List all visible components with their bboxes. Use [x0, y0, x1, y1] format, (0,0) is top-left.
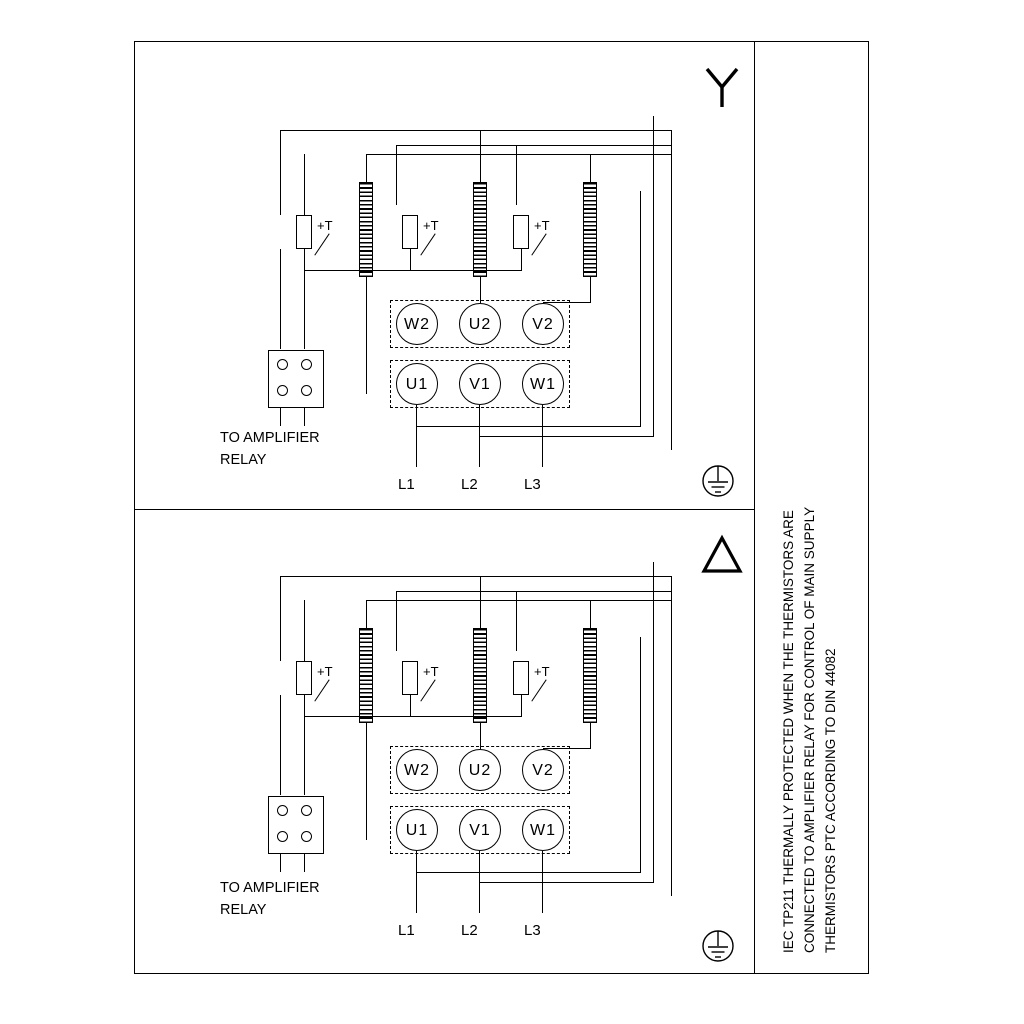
note-line-3: THERMISTORS PTC ACCORDING TO DIN 44082 [823, 648, 838, 953]
wire-drop-therm-3 [516, 591, 517, 651]
thermistor-3 [513, 661, 529, 695]
terminal-W2[interactable]: W2 [396, 749, 438, 791]
phase-label-L2: L2 [461, 922, 478, 939]
phase-label-L3: L3 [524, 476, 541, 493]
panel-delta-connection [134, 509, 755, 974]
wire-bus-top-3 [396, 591, 671, 592]
wire-drop-therm-2 [396, 145, 397, 205]
phase-label-L1: L1 [398, 476, 415, 493]
connector-pin-2 [301, 805, 312, 816]
wire-return-1 [416, 426, 641, 427]
wire-drop-therm-3 [516, 145, 517, 205]
coil-winding-2 [473, 628, 487, 723]
wire-therm-3-out [521, 249, 522, 271]
wire-coil2-to-U2 [480, 277, 481, 303]
terminal-V2[interactable]: V2 [522, 303, 564, 345]
wire-therm-2-out [410, 695, 411, 717]
terminal-V1[interactable]: V1 [459, 363, 501, 405]
thermistor-3-label: +T [534, 664, 550, 679]
wire-right-rail-3 [653, 562, 654, 883]
connector-lead-1 [280, 408, 281, 426]
connector-pin-2 [301, 359, 312, 370]
wire-therm-series [304, 716, 522, 717]
wire-right-rail-2 [640, 191, 641, 427]
wire-drop-left-1 [280, 576, 281, 661]
wire-drop-left-1 [280, 130, 281, 215]
amplifier-caption-line-2: RELAY [220, 452, 267, 468]
wire-coil2-to-U2 [480, 723, 481, 749]
wire-therm-1-out [304, 249, 305, 349]
coil-winding-3 [583, 182, 597, 277]
amplifier-connector-block [268, 796, 324, 854]
terminal-U2[interactable]: U2 [459, 749, 501, 791]
terminal-V2[interactable]: V2 [522, 749, 564, 791]
thermistor-2-label: +T [423, 664, 439, 679]
wire-drop-left-2 [304, 600, 305, 661]
connector-lead-1 [280, 854, 281, 872]
earth-ground-icon [696, 461, 740, 501]
phase-label-L1: L1 [398, 922, 415, 939]
coil-winding-2 [473, 182, 487, 277]
wire-return-2 [479, 882, 654, 883]
wire-therm-2-out [410, 249, 411, 271]
connector-pin-4 [301, 385, 312, 396]
wire-therm-1-in [280, 249, 281, 349]
wire-bus-top-2 [366, 600, 671, 601]
connector-pin-3 [277, 385, 288, 396]
note-line-2: CONNECTED TO AMPLIFIER RELAY FOR CONTROL OF MAIN SUPPLY [802, 506, 817, 953]
connector-pin-1 [277, 805, 288, 816]
connector-pin-1 [277, 359, 288, 370]
panel-star-connection [134, 41, 755, 509]
wire-right-rail-3 [653, 116, 654, 437]
wire-coil3-down [590, 277, 591, 303]
wire-return-2 [479, 436, 654, 437]
wye-star-icon [699, 63, 745, 109]
coil-winding-1 [359, 182, 373, 277]
wire-coil1-to-W2 [366, 723, 367, 749]
terminal-W2[interactable]: W2 [396, 303, 438, 345]
wire-drop-therm-2 [396, 591, 397, 651]
wire-bus-top-3 [396, 145, 671, 146]
amplifier-caption-line-2: RELAY [220, 902, 267, 918]
wire-coil1-to-W2 [366, 277, 367, 303]
thermistor-1 [296, 661, 312, 695]
connector-lead-2 [304, 854, 305, 872]
phase-label-L3: L3 [524, 922, 541, 939]
wire-L1-lead [416, 851, 417, 913]
thermistor-2 [402, 215, 418, 249]
wire-therm-3-out [521, 695, 522, 717]
thermistor-3 [513, 215, 529, 249]
wire-drop-left-2 [304, 154, 305, 215]
connector-lead-2 [304, 408, 305, 426]
thermistor-2-label: +T [423, 218, 439, 233]
coil-winding-1 [359, 628, 373, 723]
terminal-U1[interactable]: U1 [396, 809, 438, 851]
amplifier-connector-block [268, 350, 324, 408]
wire-coil3-to-V2 [543, 302, 591, 303]
thermistor-1 [296, 215, 312, 249]
thermistor-1-label: +T [317, 218, 333, 233]
connector-pin-3 [277, 831, 288, 842]
note-line-1: IEC TP211 THERMALLY PROTECTED WHEN THE THERMISTORS ARE [781, 510, 796, 953]
wire-therm-series [304, 270, 522, 271]
wire-right-rail-2 [640, 637, 641, 873]
terminal-V1[interactable]: V1 [459, 809, 501, 851]
wire-therm-1-out [304, 695, 305, 795]
phase-label-L2: L2 [461, 476, 478, 493]
thermistor-3-label: +T [534, 218, 550, 233]
amplifier-caption-line-1: TO AMPLIFIER [220, 430, 320, 446]
terminal-W1[interactable]: W1 [522, 809, 564, 851]
note-column [756, 41, 869, 974]
delta-triangle-icon [699, 531, 745, 577]
terminal-U2[interactable]: U2 [459, 303, 501, 345]
wire-right-rail-1 [671, 130, 672, 450]
terminal-U1[interactable]: U1 [396, 363, 438, 405]
wire-bus-top-1 [280, 130, 671, 131]
earth-ground-icon [696, 926, 740, 966]
thermistor-2 [402, 661, 418, 695]
wire-bus-top-1 [280, 576, 671, 577]
connector-pin-4 [301, 831, 312, 842]
thermistor-1-label: +T [317, 664, 333, 679]
wire-return-1 [416, 872, 641, 873]
wire-right-rail-1 [671, 576, 672, 896]
wire-bus-top-2 [366, 154, 671, 155]
wire-coil3-to-V2 [543, 748, 591, 749]
wire-coil3-down [590, 723, 591, 749]
wire-L1-lead [416, 405, 417, 467]
amplifier-caption-line-1: TO AMPLIFIER [220, 880, 320, 896]
coil-winding-3 [583, 628, 597, 723]
wire-therm-1-in [280, 695, 281, 795]
terminal-W1[interactable]: W1 [522, 363, 564, 405]
